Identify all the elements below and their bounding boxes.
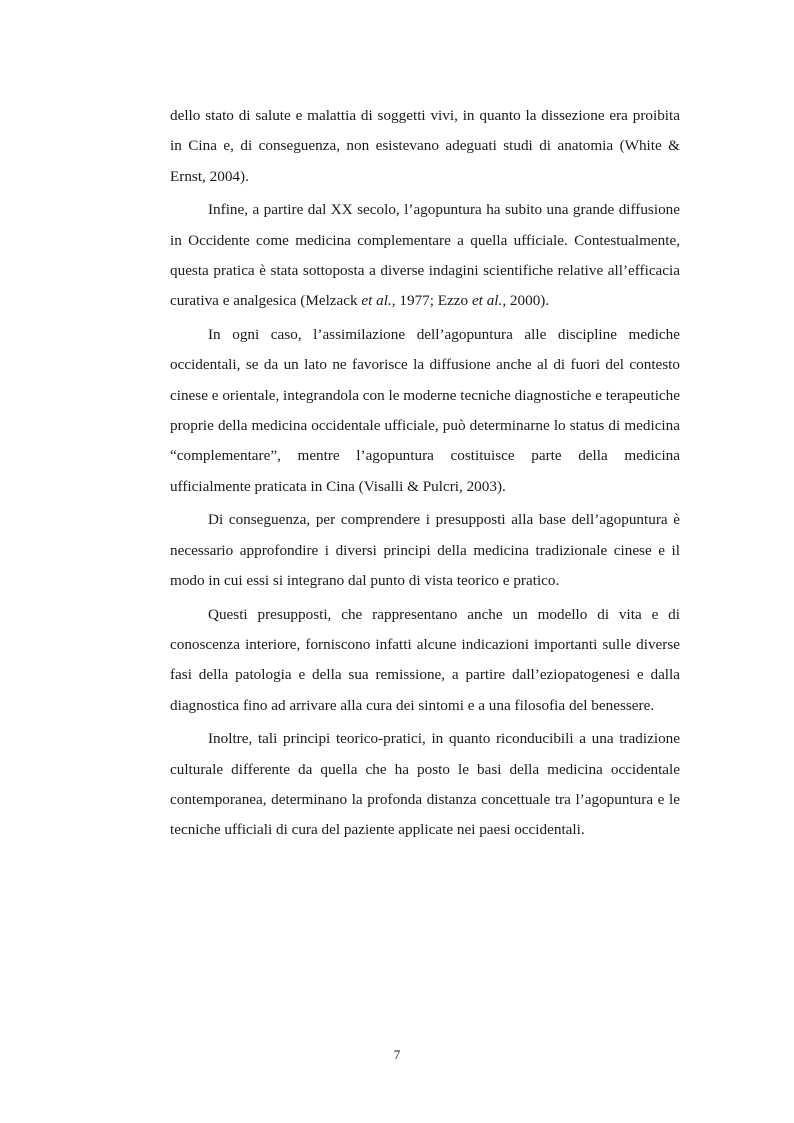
- paragraph-5: [170, 600, 680, 722]
- body-text: [170, 101, 680, 846]
- text-run: Inoltre, tali principi teorico-pratici, in quanto riconducibili a una tradizione culturale differente da quella che ha posto le basi della medicina occidentale contemporanea, determinano la profonda distanza concettuale tra l’agopuntura e le tecniche ufficiali di cura del paziente applicate nei paesi occidentali.: [170, 730, 680, 839]
- text-run: , 1977; Ezzo: [391, 292, 472, 310]
- text-run: Questi presupposti, che rappresentano anche un modello di vita e di conoscenza interiore, forniscono infatti alcune indicazioni importanti sulle diverse fasi della patologia e della sua remissione, a partire dall’eziopatogenesi e dalla diagnostica fino ad arrivare alla cura dei sintomi e a una filosofia del benessere.: [170, 605, 680, 714]
- text-run: Infine, a partire dal XX secolo, l’agopuntura ha subito una grande diffusione in Occidente come medicina complementare a quella ufficiale. Contestualmente, questa pratica è stata sottoposta a diverse indagini scientifiche relative all’efficacia curativa e analgesica (Melzack: [170, 201, 680, 310]
- paragraph-4: [170, 505, 680, 596]
- text-run: , 2000).: [502, 292, 550, 310]
- italic-text: et al.: [361, 292, 392, 310]
- text-run: In ogni caso, l’assimilazione dell’agopuntura alle discipline mediche occidentali, se da un lato ne favorisce la diffusione anche al di fuori del contesto cinese e orientale, integrandola con le moderne tecniche diagnostiche e terapeutiche proprie della medicina occidentale ufficiale, può determinarne lo status di medicina “complementare”, mentre l’agopuntura costituisce parte della medicina ufficialmente praticata in Cina (Visalli & Pulcri, 2003).: [170, 325, 680, 495]
- paragraph-3: [170, 320, 680, 502]
- text-run: Di conseguenza, per comprendere i presupposti alla base dell’agopuntura è necessario approfondire i diversi principi della medicina tradizionale cinese e il modo in cui essi si integrano dal punto di vista teorico e pratico.: [170, 511, 680, 590]
- page-number: 7: [393, 1047, 401, 1062]
- paragraph-2: [170, 195, 680, 317]
- paragraph-1: [170, 101, 680, 192]
- italic-text: et al.: [471, 292, 503, 310]
- paragraph-6: [170, 724, 680, 846]
- text-run: dello stato di salute e malattia di soggetti vivi, in quanto la dissezione era proibita in Cina e, di conseguenza, non esistevano adeguati studi di anatomia (White & Ernst, 2004).: [170, 107, 680, 185]
